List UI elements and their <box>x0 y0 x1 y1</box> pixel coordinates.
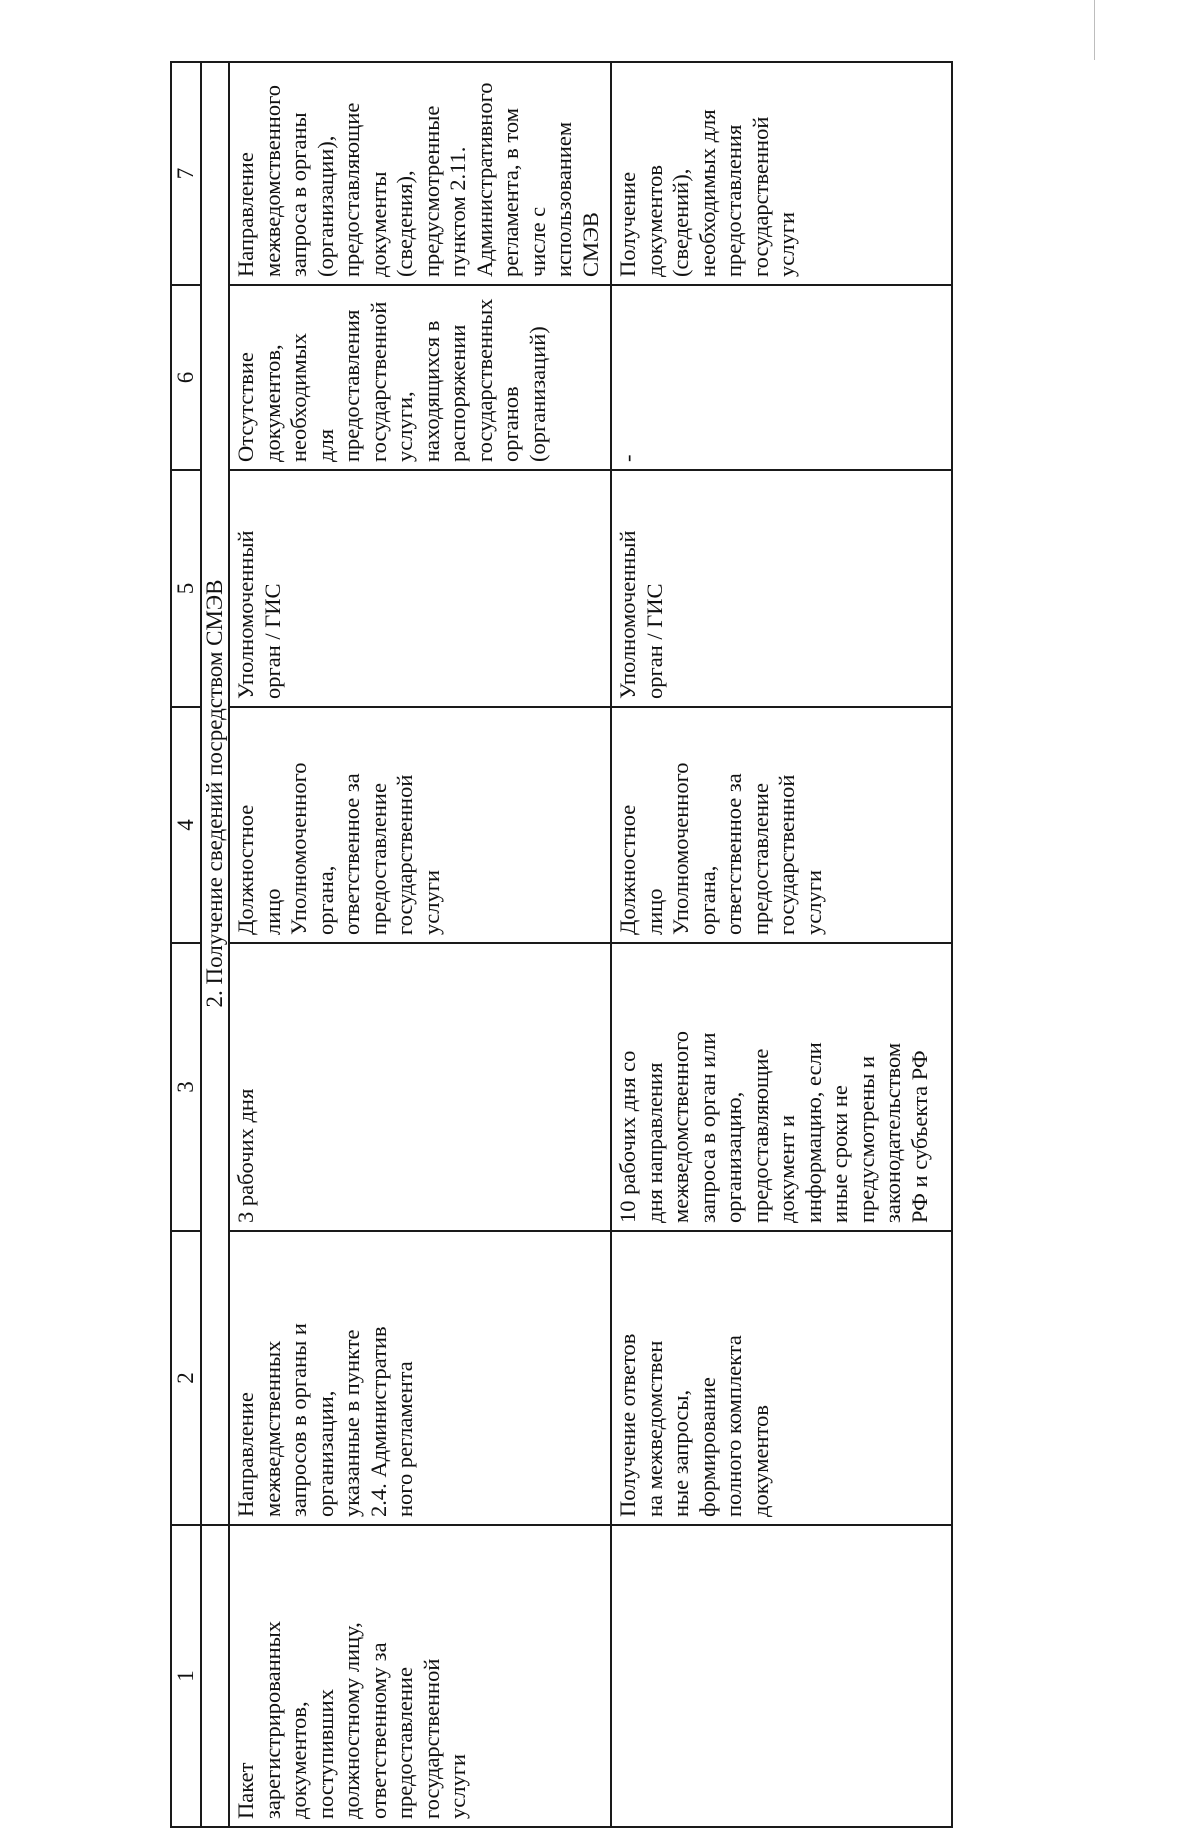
cell-basis: Пакет зарегистрированных документов, поступивших должностному лицу, ответственному за предоставление государственной услуги <box>229 1525 611 1827</box>
column-number: 4 <box>171 707 201 943</box>
cell-term: 3 рабочих дня <box>229 943 611 1231</box>
cell-criteria: - <box>611 285 952 470</box>
cell-place: Уполномоченный орган / ГИС <box>229 470 611 707</box>
rotated-page <box>170 63 953 1828</box>
cell-responsible: Должностное лицо Уполномоченного органа, ответственное за предоставление государственной услуги <box>611 707 952 943</box>
section-gap <box>201 1525 229 1827</box>
column-number: 5 <box>171 470 201 707</box>
column-number: 1 <box>171 1525 201 1827</box>
column-number: 7 <box>171 62 201 285</box>
table-row <box>229 62 611 1827</box>
column-number-row <box>171 62 201 1827</box>
cell-action: Направление межведмственных запросов в органы и организации, указанные в пункте 2.4. Административ ного регламента <box>229 1231 611 1525</box>
cell-criteria: Отсутствие документов, необходимых для предоставления государственной услуги, находящихся в распоряжении государственных органов (организаций) <box>229 285 611 470</box>
procedure-table <box>170 61 953 1828</box>
cell-responsible: Должностное лицо Уполномоченного органа, ответственное за предоставление государственной услуги <box>229 707 611 943</box>
cell-place: Уполномоченный орган / ГИС <box>611 470 952 707</box>
cell-result: Направление межведомственного запроса в органы (организации), предоставляющие документы (сведения), предусмотренные пунктом 2.11. Административного регламента, в том числе с использованием СМЭВ <box>229 62 611 285</box>
table-row <box>611 62 952 1827</box>
cell-action: Получение ответов на межведомствен ные запросы, формирование полного комплекта документов <box>611 1231 952 1525</box>
column-number: 2 <box>171 1231 201 1525</box>
section-row <box>201 62 229 1827</box>
column-number: 3 <box>171 943 201 1231</box>
cell-basis <box>611 1525 952 1827</box>
scan-artifact <box>1094 0 1095 60</box>
column-number: 6 <box>171 285 201 470</box>
cell-result: Получение документов (сведений), необходимых для предоставления государственной услуги <box>611 62 952 285</box>
section-title: 2. Получение сведений посредством СМЭВ <box>201 62 229 1525</box>
cell-term: 10 рабочих дня со дня направления межведомственного запроса в орган или организацию, предоставляющие документ и информацию, если иные сроки не предусмотрены и законодательством РФ и субъекта РФ <box>611 943 952 1231</box>
